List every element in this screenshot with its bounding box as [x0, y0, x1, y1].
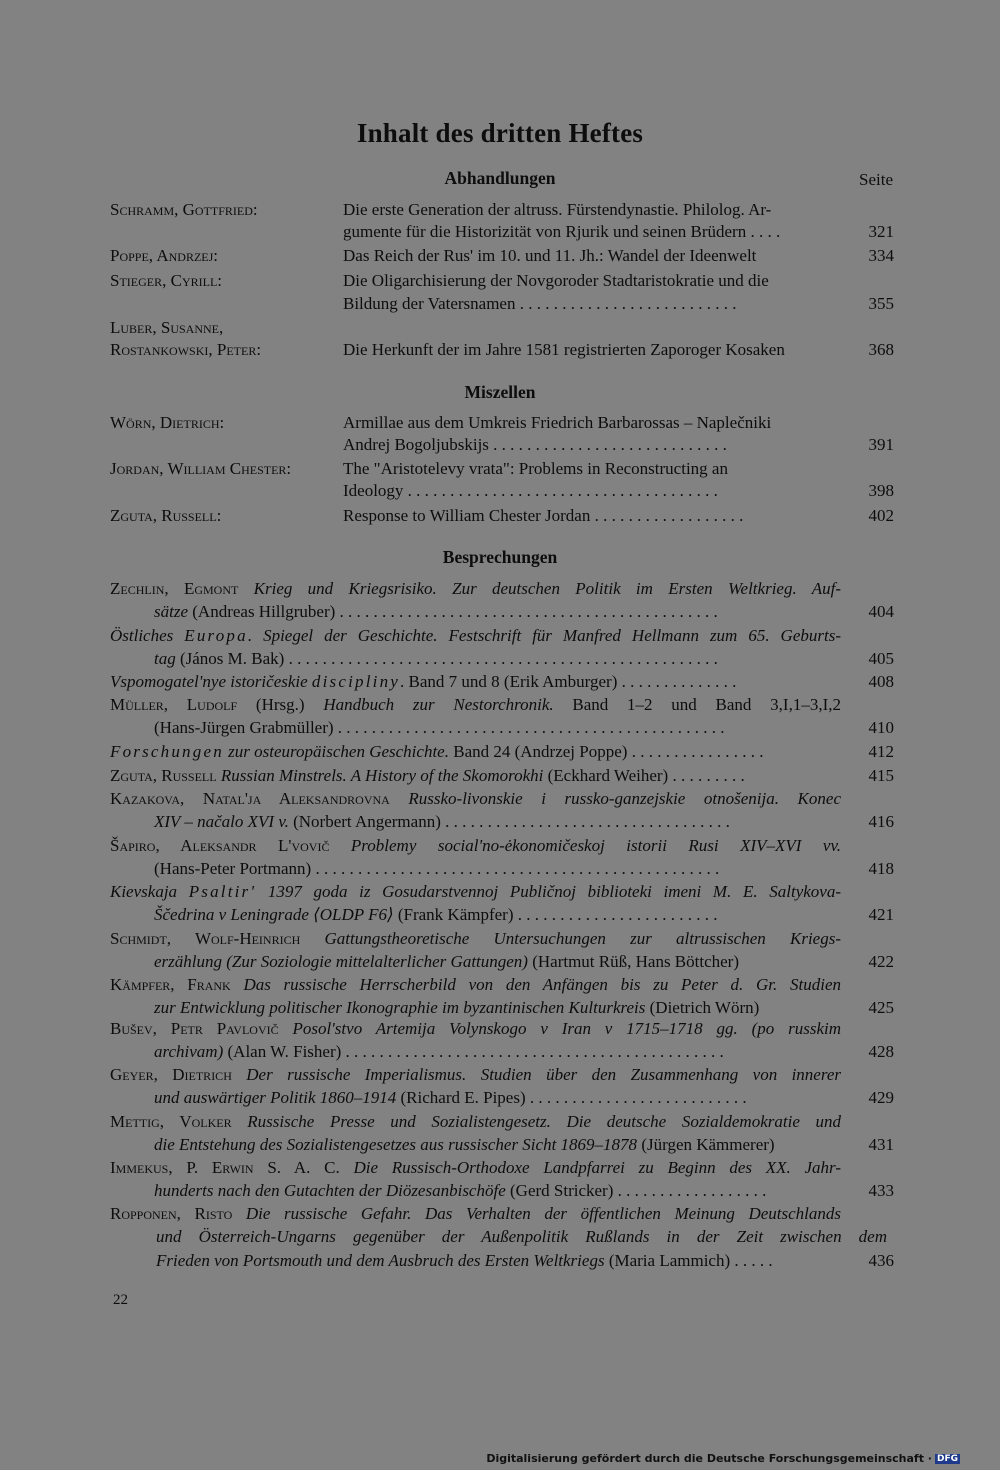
- review-reviewer: Band 1–2 und Band 3,I,1–3,I,2: [553, 695, 841, 714]
- author: Jordan, William Chester:: [110, 459, 292, 478]
- footer-text: Digitalisierung gefördert durch die Deutsche Forschungsgemeinschaft ·: [486, 1452, 932, 1465]
- page-number: 418: [868, 859, 894, 879]
- review-line: [110, 1225, 887, 1248]
- author: Luber, Susanne,: [110, 318, 224, 337]
- author: Wörn, Dietrich:: [110, 413, 225, 432]
- page-number: 405: [868, 649, 894, 669]
- folio: 22: [113, 1292, 128, 1308]
- article-title: Die Oligarchisierung der Novgoroder Stadtaristokratie und die: [343, 271, 769, 290]
- page-number: 421: [868, 905, 894, 925]
- article-title: Armillae aus dem Umkreis Friedrich Barbarossas – Naplečniki: [343, 413, 772, 432]
- review-book-title: Psaltir': [188, 882, 257, 901]
- review-reviewer: Band 24 (Andrzej Poppe) . . . . . . . . . . . . . . . .: [448, 742, 764, 761]
- review-author: Mettig, Volker: [110, 1112, 248, 1131]
- page-number: 433: [868, 1181, 894, 1201]
- review-book-title: 1397 goda iz Gosudarstvennoj Publičnoj biblioteki imeni M. E. Saltykova-: [256, 882, 841, 901]
- page-number: 428: [868, 1042, 894, 1062]
- article-title: Das Reich der Rus' im 10. und 11. Jh.: Wandel der Ideenwelt: [343, 246, 757, 265]
- review-line: [110, 950, 885, 973]
- article-title: Ideology . . . . . . . . . . . . . . . . . . . . . . . . . . . . . . . . . . . . .: [343, 481, 718, 500]
- review-book-title: Posol'stvo Artemija Volynskogo v Iran v 1715–1718 gg. (po russkim: [292, 1019, 841, 1038]
- review-author: Zechlin, Egmont: [110, 579, 254, 598]
- review-line: [110, 647, 885, 670]
- review-line: [110, 693, 841, 716]
- review-line: [110, 764, 841, 787]
- page-number: 416: [868, 812, 894, 832]
- page-number: 410: [868, 718, 894, 738]
- page-number: 402: [868, 506, 894, 525]
- author: Rostankowski, Peter:: [110, 340, 262, 359]
- review-line: [110, 834, 841, 857]
- review-line: [110, 716, 885, 739]
- review-book-title: Frieden von Portsmouth und dem Ausbruch des Ersten Weltkriegs: [156, 1250, 605, 1270]
- review-line: [110, 624, 841, 647]
- page-number: 425: [868, 998, 894, 1018]
- review-line: [110, 1040, 885, 1063]
- review-book-title: Das russische Herrscherbild von den Anfängen bis zu Peter d. Gr. Studien: [243, 975, 841, 994]
- review-line: [110, 670, 841, 693]
- review-book-title: . Spiegel der Geschichte. Festschrift für Manfred Hellmann zum 65. Geburts-: [247, 626, 841, 645]
- author: Stieger, Cyrill:: [110, 271, 222, 290]
- review-book-title: Gattungstheoretische Untersuchungen zur altrussischen Kriegs-: [324, 929, 841, 948]
- review-book-title: Handbuch zur Nestorchronik.: [323, 695, 554, 714]
- review-line: [110, 787, 841, 810]
- review-author: Šapiro, Aleksandr L'vovič: [110, 836, 351, 855]
- page-number: 391: [868, 435, 894, 454]
- author: Schramm, Gottfried:: [110, 200, 258, 219]
- review-reviewer: (Hartmut Rüß, Hans Böttcher): [527, 952, 740, 972]
- review-line: [110, 880, 841, 903]
- review-line: [110, 577, 841, 600]
- review-line: [110, 1202, 841, 1225]
- page-number: 404: [868, 602, 894, 622]
- review-book-title: Die russische Gefahr. Das Verhalten der öffentlichen Meinung Deutschlands: [245, 1204, 842, 1223]
- review-reviewer: (Dietrich Wörn): [645, 998, 760, 1018]
- review-line: [110, 1156, 841, 1179]
- page-number: 321: [868, 222, 894, 241]
- review-reviewer: (Richard E. Pipes) . . . . . . . . . . . . . . . . . . . . . . . . . .: [396, 1088, 747, 1108]
- review-reviewer: (Frank Kämpfer) . . . . . . . . . . . . . . . . . . . . . . . .: [393, 905, 718, 925]
- review-line: [110, 973, 841, 996]
- review-book-title: Östliches: [110, 626, 185, 645]
- page-number: 355: [868, 294, 894, 313]
- review-book-title: Russische Presse und Sozialistengesetz. Die deutsche Sozialdemokratie und: [247, 1112, 841, 1131]
- review-book-title: und auswärtiger Politik 1860–1914: [154, 1088, 397, 1108]
- review-book-title: erzählung (Zur Soziologie mittelalterlicher Gattungen): [154, 952, 528, 972]
- review-line: [110, 1063, 841, 1086]
- review-book-title: Russian Minstrels. A History of the Skomorokhi: [220, 766, 544, 785]
- review-book-title: und Österreich-Ungarns gegenüber der Außenpolitik Rußlands in der Zeit zwischen dem: [156, 1227, 887, 1247]
- review-line: [110, 1249, 887, 1272]
- review-author: Kämpfer, Frank: [110, 975, 244, 994]
- review-reviewer: (Hans-Jürgen Grabmüller) . . . . . . . . . . . . . . . . . . . . . . . . . . . . . . . . . . . . . . . . . . . . . .: [154, 718, 725, 738]
- review-reviewer: . Band 7 und 8 (Erik Amburger) . . . . . . . . . . . . . .: [400, 672, 737, 691]
- review-book-title: zur Entwicklung politischer Ikonographie im byzantinischen Kulturkreis: [154, 998, 646, 1018]
- review-book-title: Kievskaja: [110, 882, 189, 901]
- page-number: 412: [868, 742, 894, 761]
- review-book-title: Forschungen: [110, 742, 224, 761]
- review-line: [110, 1110, 841, 1133]
- dfg-logo: DFG: [936, 1454, 958, 1464]
- author: Poppe, Andrzej:: [110, 246, 219, 265]
- review-author: Bušev, Petr Pavlovič: [110, 1019, 293, 1038]
- review-line: [110, 1133, 885, 1156]
- page-number: 368: [868, 340, 894, 359]
- page-number: 429: [868, 1088, 894, 1108]
- review-book-title: tag: [154, 649, 176, 669]
- review-author: Kazakova, Natal'ja Aleksandrovna: [110, 789, 409, 808]
- page-number: 415: [868, 766, 894, 785]
- review-book-title: discipliny: [311, 672, 401, 691]
- review-author: Ropponen, Risto: [110, 1204, 246, 1223]
- review-book-title: Die Russisch-Orthodoxe Landpfarrei zu Beginn des XX. Jahr-: [353, 1158, 841, 1177]
- review-book-title: die Entstehung des Sozialistengesetzes aus russischer Sicht 1869–1878: [154, 1135, 638, 1155]
- author: Zguta, Russell:: [110, 506, 222, 525]
- review-line: [110, 927, 841, 950]
- review-reviewer: (Hans-Peter Portmann) . . . . . . . . . . . . . . . . . . . . . . . . . . . . . . . . . . . . . . . . . . . . . . . .: [154, 859, 720, 879]
- review-book-title: Krieg und Kriegsrisiko. Zur deutschen Politik im Ersten Weltkrieg. Auf-: [253, 579, 841, 598]
- review-reviewer: (János M. Bak) . . . . . . . . . . . . . . . . . . . . . . . . . . . . . . . . . . . . . . . . . . . . . . . . . . .: [175, 649, 718, 669]
- page-column-heading: Seite: [859, 170, 893, 189]
- footer-credit: [486, 1452, 960, 1465]
- page-number: 436: [868, 1250, 894, 1270]
- review-reviewer: (Andreas Hillgruber) . . . . . . . . . . . . . . . . . . . . . . . . . . . . . . . . . . . . . . . . . . . . .: [188, 602, 718, 622]
- article-title: gumente für die Historizität von Rjurik und seinen Brüdern . . . .: [343, 222, 781, 241]
- review-line: [110, 740, 841, 763]
- review-line: [110, 1017, 841, 1040]
- page-number: 422: [868, 952, 894, 972]
- article-title: Die erste Generation der altruss. Fürstendynastie. Philolog. Ar-: [343, 200, 772, 219]
- section-heading-miszellen: Miszellen: [464, 382, 536, 402]
- page-number: 334: [868, 246, 894, 265]
- review-line: [110, 600, 885, 623]
- page-number: 398: [868, 481, 894, 500]
- article-title: The "Aristotelevy vrata": Problems in Reconstructing an: [343, 459, 728, 478]
- review-line: [110, 1179, 885, 1202]
- article-title: Response to William Chester Jordan . . . . . . . . . . . . . . . . . .: [343, 506, 744, 525]
- section-heading-besprechungen: Besprechungen: [442, 547, 558, 567]
- review-reviewer: (Jürgen Kämmerer): [637, 1135, 775, 1155]
- review-book-title: archivam): [154, 1042, 224, 1062]
- review-author: Geyer, Dietrich: [110, 1065, 247, 1084]
- section-heading-abhandlungen: Abhandlungen: [444, 168, 556, 188]
- page-number: 431: [868, 1135, 894, 1155]
- review-reviewer: (Hrsg.): [255, 695, 324, 714]
- review-line: [110, 1086, 885, 1109]
- review-reviewer: (Maria Lammich) . . . . .: [604, 1250, 773, 1270]
- review-book-title: zur osteuropäischen Geschichte.: [223, 742, 449, 761]
- review-line: [110, 903, 885, 926]
- review-book-title: Der russische Imperialismus. Studien über den Zusammenhang von innerer: [246, 1065, 841, 1084]
- review-author: Zguta, Russell: [110, 766, 221, 785]
- review-book-title: Problemy social'no-ėkonomičeskoj istorii Rusi XIV–XVI vv.: [350, 836, 842, 855]
- review-book-title: hunderts nach den Gutachten der Diözesanbischöfe: [154, 1181, 506, 1201]
- review-book-title: Ščedrina v Leningrade ⟨OLDP F6⟩: [154, 905, 394, 925]
- review-book-title: Europa: [184, 626, 248, 645]
- review-book-title: XIV – načalo XVI v.: [154, 812, 289, 832]
- review-book-title: Vspomogatel'nye istoričeskie: [110, 672, 312, 691]
- review-author: Müller, Ludolf: [110, 695, 256, 714]
- review-reviewer: (Norbert Angermann) . . . . . . . . . . . . . . . . . . . . . . . . . . . . . . . . . .: [288, 812, 730, 832]
- review-author: Schmidt, Wolf-Heinrich: [110, 929, 325, 948]
- article-title: Bildung der Vatersnamen . . . . . . . . . . . . . . . . . . . . . . . . . .: [343, 294, 737, 313]
- page-number: 408: [868, 672, 894, 691]
- review-reviewer: (Gerd Stricker) . . . . . . . . . . . . . . . . . .: [505, 1181, 767, 1201]
- article-title: Die Herkunft der im Jahre 1581 registrierten Zaporoger Kosaken: [343, 340, 785, 359]
- review-book-title: sätze: [154, 602, 188, 622]
- review-line: [110, 810, 885, 833]
- page-title: Inhalt des dritten Heftes: [356, 118, 644, 148]
- review-reviewer: (Eckhard Weiher) . . . . . . . . .: [543, 766, 745, 785]
- review-author: Immekus, P. Erwin S. A. C.: [110, 1158, 354, 1177]
- review-reviewer: (Alan W. Fisher) . . . . . . . . . . . . . . . . . . . . . . . . . . . . . . . . . . . . . . . . . . . . .: [223, 1042, 724, 1062]
- review-line: [110, 857, 885, 880]
- review-book-title: Russko-livonskie i russko-ganzejskie otnošenija. Konec: [408, 789, 841, 808]
- article-title: Andrej Bogoljubskijs . . . . . . . . . . . . . . . . . . . . . . . . . . . .: [343, 435, 727, 454]
